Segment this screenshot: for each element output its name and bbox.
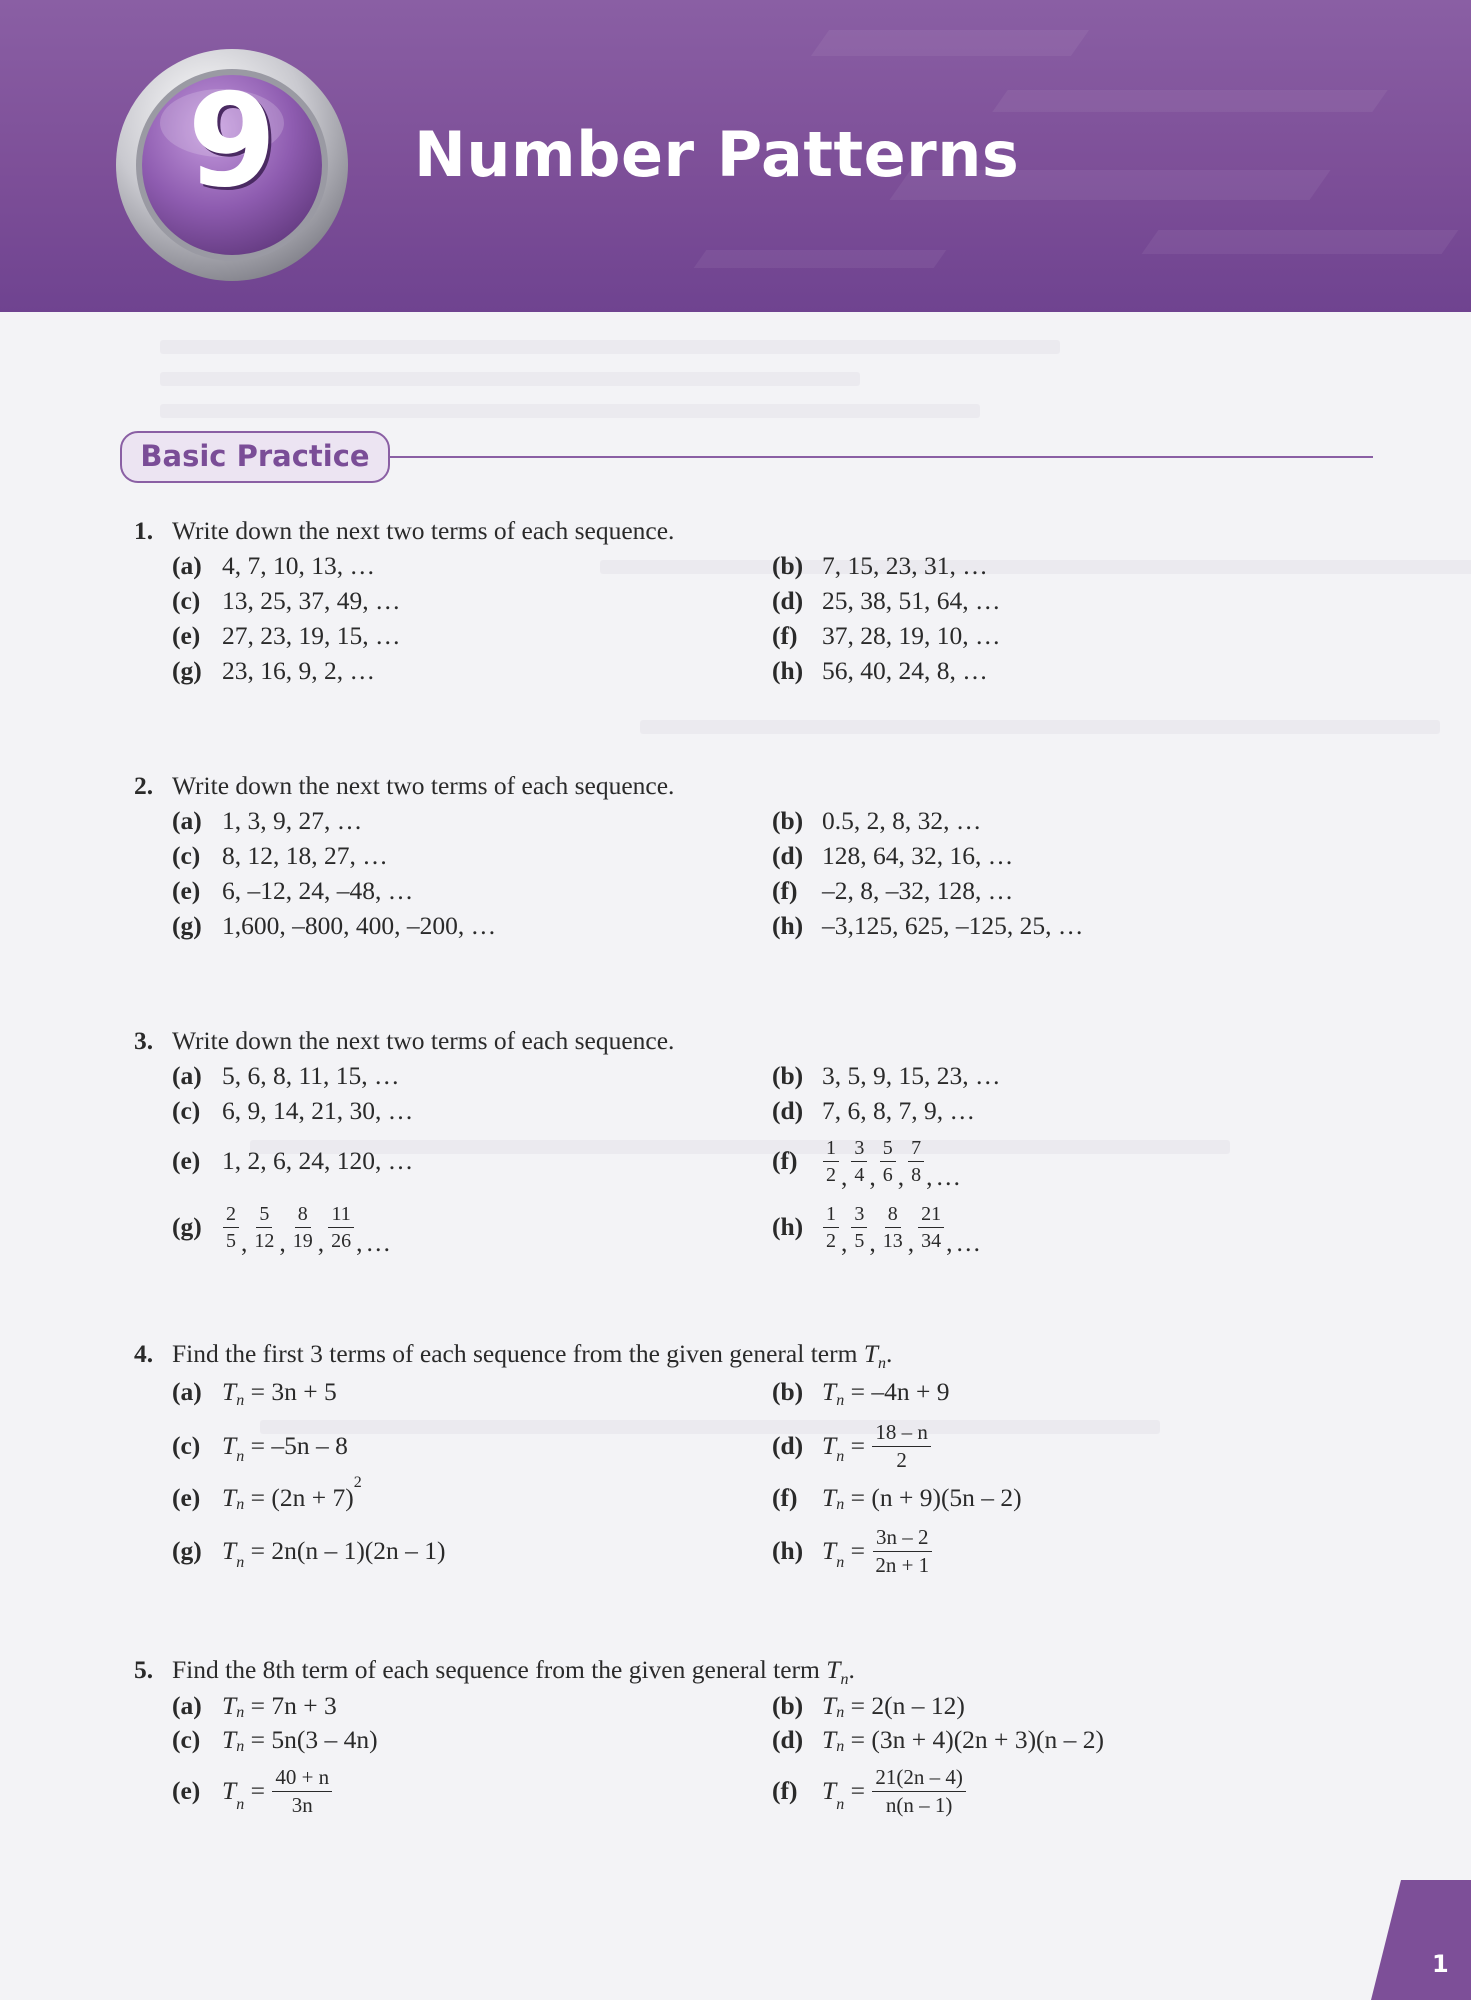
part-c	[172, 586, 401, 616]
fraction	[908, 1138, 924, 1185]
question-text: Write down the next two terms of each sequence.	[172, 771, 675, 800]
part-f	[772, 1474, 1022, 1522]
part-a	[172, 806, 362, 836]
part-b	[772, 1688, 965, 1724]
sequence-tail: …	[955, 1228, 981, 1257]
part-d	[772, 1722, 1104, 1758]
question-number: 2.	[134, 771, 154, 800]
part-f	[772, 1760, 967, 1822]
formula-expression: 7n + 3	[271, 1691, 337, 1720]
equals-sign: =	[244, 1431, 272, 1460]
term-subscript: n	[236, 1496, 245, 1513]
stem-end: .	[886, 1339, 893, 1368]
part-h	[772, 911, 1083, 941]
equals-sign: =	[844, 1536, 872, 1565]
part-label: (d)	[772, 841, 804, 870]
fraction	[872, 1764, 966, 1817]
term-subscript: n	[236, 1704, 245, 1721]
term-variable: T	[222, 1483, 237, 1512]
part-h	[772, 656, 988, 686]
fraction-numerator: 2	[223, 1204, 239, 1228]
question-text: Write down the next two terms of each sequence.	[172, 516, 675, 545]
question-stem	[134, 1026, 674, 1056]
term-variable: T	[822, 1431, 837, 1460]
part-label: (g)	[172, 1212, 202, 1241]
part-label: (c)	[172, 1096, 201, 1125]
part-text: 27, 23, 19, 15, …	[222, 621, 401, 650]
term-subscript: n	[236, 1796, 245, 1813]
part-label: (f)	[772, 876, 798, 905]
part-d	[772, 1096, 975, 1126]
formula-expression: –5n – 8	[271, 1431, 348, 1460]
sequence-tail: …	[935, 1162, 961, 1191]
part-h	[772, 1192, 981, 1262]
fraction	[851, 1138, 867, 1185]
part-label: (e)	[172, 1776, 201, 1805]
fraction-numerator: 8	[885, 1204, 901, 1228]
comma-separator: ,	[356, 1228, 363, 1257]
equals-sign: =	[844, 1691, 872, 1720]
section-title: Basic Practice	[120, 431, 390, 483]
part-a	[172, 1061, 400, 1091]
question-text: Find the 8th term of each sequence from the given general term	[172, 1655, 820, 1684]
formula-expression: (n + 9)(5n – 2)	[871, 1483, 1022, 1512]
fraction-denominator: 13	[882, 1229, 903, 1252]
formula-expression: –4n + 9	[871, 1377, 950, 1406]
term-subscript: n	[836, 1738, 845, 1755]
part-text: 5, 6, 8, 11, 15, …	[222, 1061, 400, 1090]
fraction-denominator: 2	[826, 1229, 836, 1252]
fraction-denominator: 2	[826, 1163, 836, 1186]
question-stem	[134, 1339, 892, 1373]
question-stem	[134, 516, 674, 546]
fraction-denominator: 12	[254, 1229, 275, 1252]
part-a	[172, 1372, 337, 1412]
part-text: 1,600, –800, 400, –200, …	[222, 911, 497, 940]
part-text: 128, 64, 32, 16, …	[822, 841, 1014, 870]
part-a	[172, 551, 375, 581]
term-subscript: n	[236, 1392, 245, 1409]
part-e	[172, 1760, 333, 1822]
equals-sign: =	[844, 1725, 872, 1754]
fraction	[251, 1204, 277, 1251]
term-subscript: n	[236, 1554, 245, 1571]
part-b	[772, 806, 981, 836]
part-b	[772, 551, 988, 581]
fraction-numerator: 1	[823, 1138, 839, 1162]
equals-sign: =	[844, 1776, 872, 1805]
part-h	[772, 1522, 933, 1580]
page-corner-tab	[1371, 1880, 1471, 2000]
term-variable: T	[822, 1536, 837, 1565]
question-number: 4.	[134, 1339, 154, 1368]
chapter-banner	[0, 0, 1471, 312]
part-b	[772, 1372, 949, 1412]
fraction-denominator: 3n	[291, 1792, 313, 1817]
equals-sign: =	[244, 1691, 272, 1720]
part-c	[172, 1418, 348, 1474]
part-d	[772, 586, 1001, 616]
part-text: 37, 28, 19, 10, …	[822, 621, 1001, 650]
fraction-numerator: 3n – 2	[873, 1527, 932, 1552]
fraction-denominator: 5	[854, 1229, 865, 1252]
term-subscript: n	[236, 1448, 245, 1465]
part-label: (e)	[172, 621, 201, 650]
part-label: (d)	[772, 1725, 804, 1754]
part-label: (c)	[172, 1431, 201, 1460]
part-text: 4, 7, 10, 13, …	[222, 551, 375, 580]
fraction	[872, 1419, 931, 1472]
term-variable: T	[822, 1483, 837, 1512]
part-d	[772, 1418, 932, 1474]
term-variable: T	[222, 1431, 237, 1460]
part-label: (a)	[172, 551, 202, 580]
part-label: (e)	[172, 1483, 201, 1512]
term-variable: T	[222, 1776, 237, 1805]
part-d	[772, 841, 1013, 871]
fraction-numerator: 8	[295, 1204, 311, 1228]
question-text: Write down the next two terms of each sequence.	[172, 1026, 675, 1055]
part-label: (c)	[172, 586, 201, 615]
term-subscript: n	[840, 1671, 849, 1689]
fraction-numerator: 1	[823, 1204, 839, 1228]
formula-expression: 2n(n – 1)(2n – 1)	[271, 1536, 446, 1565]
part-text: 1, 3, 9, 27, …	[222, 806, 363, 835]
part-label: (e)	[172, 876, 201, 905]
part-label: (b)	[772, 551, 804, 580]
part-text: 1, 2, 6, 24, 120, …	[222, 1146, 414, 1175]
comma-separator: ,	[869, 1228, 876, 1257]
equals-sign: =	[244, 1483, 272, 1512]
part-label: (d)	[772, 586, 804, 615]
fraction	[872, 1524, 932, 1577]
term-subscript: n	[836, 1392, 845, 1409]
question-stem	[134, 771, 674, 801]
sequence-tail: …	[365, 1228, 391, 1257]
fraction-numerator: 21(2n – 4)	[872, 1767, 966, 1792]
part-text: 6, 9, 14, 21, 30, …	[222, 1096, 414, 1125]
comma-separator: ,	[907, 1228, 915, 1257]
part-label: (d)	[772, 1431, 804, 1460]
fraction	[918, 1204, 944, 1251]
equals-sign: =	[844, 1483, 872, 1512]
part-text: 6, –12, 24, –48, …	[222, 876, 414, 905]
part-e	[172, 1146, 413, 1176]
part-label: (f)	[772, 1483, 798, 1512]
term-variable: T	[222, 1725, 237, 1754]
part-text: 7, 6, 8, 7, 9, …	[822, 1096, 975, 1125]
formula-expression: 2(n – 12)	[871, 1691, 965, 1720]
page-number: 1	[1432, 1950, 1449, 1978]
fraction-numerator: 18 – n	[872, 1422, 931, 1447]
term-variable: T	[826, 1655, 841, 1684]
fraction	[272, 1764, 332, 1817]
part-f	[772, 1126, 961, 1196]
part-f	[772, 876, 1013, 906]
part-label: (f)	[772, 1776, 798, 1805]
term-subscript: n	[836, 1496, 845, 1513]
fraction-numerator: 3	[851, 1204, 867, 1228]
part-text: 23, 16, 9, 2, …	[222, 656, 375, 685]
part-g	[172, 911, 496, 941]
stem-end: .	[848, 1655, 855, 1684]
question-number: 1.	[134, 516, 154, 545]
equals-sign: =	[244, 1725, 272, 1754]
section-divider	[390, 456, 1373, 458]
part-label: (b)	[772, 1691, 804, 1720]
part-text: –3,125, 625, –125, 25, …	[822, 911, 1084, 940]
part-label: (b)	[772, 1377, 804, 1406]
comma-separator: ,	[241, 1228, 248, 1257]
fraction	[823, 1138, 839, 1185]
equals-sign: =	[844, 1377, 872, 1406]
chapter-title: Number Patterns	[414, 118, 1020, 191]
term-subscript: n	[836, 1554, 845, 1571]
equals-sign: =	[844, 1431, 872, 1460]
fraction-numerator: 5	[256, 1204, 272, 1228]
fraction	[328, 1204, 354, 1251]
fraction-denominator: 6	[882, 1163, 893, 1186]
part-label: (h)	[772, 911, 804, 940]
term-subscript: n	[836, 1704, 845, 1721]
formula-expression: (3n + 4)(2n + 3)(n – 2)	[871, 1725, 1105, 1754]
fraction-denominator: 4	[854, 1163, 865, 1186]
term-variable: T	[222, 1691, 237, 1720]
part-c	[172, 1096, 413, 1126]
part-g	[172, 656, 375, 686]
fraction-numerator: 7	[908, 1138, 924, 1162]
part-label: (d)	[772, 1096, 804, 1125]
fraction-denominator: n(n – 1)	[885, 1792, 953, 1817]
term-subscript: n	[836, 1796, 845, 1813]
comma-separator: ,	[926, 1162, 933, 1191]
term-variable: T	[822, 1377, 837, 1406]
comma-separator: ,	[897, 1162, 905, 1191]
part-c	[172, 841, 388, 871]
part-label: (f)	[772, 1146, 798, 1175]
part-e	[172, 1474, 362, 1522]
formula-expression: 5n(3 – 4n)	[271, 1725, 378, 1754]
comma-separator: ,	[946, 1228, 953, 1257]
question-stem	[134, 1655, 855, 1689]
formula-expression: 3n + 5	[271, 1377, 337, 1406]
part-label: (h)	[772, 656, 804, 685]
part-label: (e)	[172, 1146, 201, 1175]
part-label: (a)	[172, 1061, 202, 1090]
part-text: 3, 5, 9, 15, 23, …	[822, 1061, 1001, 1090]
term-variable: T	[822, 1725, 837, 1754]
comma-separator: ,	[841, 1162, 848, 1191]
term-variable: T	[222, 1536, 237, 1565]
fraction-numerator: 3	[851, 1138, 867, 1162]
fraction-numerator: 40 + n	[272, 1767, 332, 1792]
part-label: (g)	[172, 911, 202, 940]
part-text: 8, 12, 18, 27, …	[222, 841, 388, 870]
term-variable: T	[822, 1691, 837, 1720]
part-label: (h)	[772, 1536, 804, 1565]
part-g	[172, 1522, 446, 1580]
fraction-denominator: 2	[896, 1447, 907, 1472]
term-variable: T	[822, 1776, 837, 1805]
comma-separator: ,	[317, 1228, 325, 1257]
part-text: 0.5, 2, 8, 32, …	[822, 806, 982, 835]
fraction	[851, 1204, 867, 1251]
part-label: (a)	[172, 806, 202, 835]
fraction-numerator: 21	[918, 1204, 944, 1228]
part-g	[172, 1192, 391, 1262]
part-label: (b)	[772, 806, 804, 835]
comma-separator: ,	[841, 1228, 848, 1257]
part-label: (c)	[172, 1725, 201, 1754]
part-f	[772, 621, 1001, 651]
fraction-denominator: 19	[292, 1229, 313, 1252]
part-text: –2, 8, –32, 128, …	[822, 876, 1014, 905]
term-variable: T	[222, 1377, 237, 1406]
question-text: Find the first 3 terms of each sequence from the given general term	[172, 1339, 858, 1368]
fraction	[223, 1204, 239, 1251]
fraction-numerator: 11	[328, 1204, 353, 1228]
formula-exponent: 2	[353, 1474, 362, 1491]
fraction-denominator: 2n + 1	[875, 1552, 930, 1577]
part-label: (c)	[172, 841, 201, 870]
term-subscript: n	[878, 1355, 886, 1373]
part-label: (g)	[172, 1536, 202, 1565]
part-text: 7, 15, 23, 31, …	[822, 551, 988, 580]
part-label: (b)	[772, 1061, 804, 1090]
part-label: (a)	[172, 1377, 202, 1406]
fraction	[880, 1138, 896, 1185]
fraction-denominator: 5	[226, 1229, 236, 1252]
fraction-numerator: 5	[880, 1138, 896, 1162]
fraction-denominator: 34	[921, 1229, 942, 1252]
chapter-number: 9	[187, 67, 277, 216]
part-b	[772, 1061, 1001, 1091]
term-variable: T	[863, 1339, 878, 1368]
equals-sign: =	[244, 1536, 272, 1565]
part-text: 56, 40, 24, 8, …	[822, 656, 988, 685]
part-label: (f)	[772, 621, 798, 650]
term-subscript: n	[836, 1448, 845, 1465]
fraction	[880, 1204, 906, 1251]
part-a	[172, 1688, 337, 1724]
equals-sign: =	[244, 1377, 272, 1406]
part-label: (h)	[772, 1212, 804, 1241]
part-label: (a)	[172, 1691, 202, 1720]
part-text: 13, 25, 37, 49, …	[222, 586, 401, 615]
part-e	[172, 621, 401, 651]
fraction-denominator: 8	[911, 1163, 922, 1186]
part-text: 25, 38, 51, 64, …	[822, 586, 1001, 615]
fraction	[290, 1204, 316, 1251]
fraction-denominator: 26	[331, 1229, 352, 1252]
question-number: 3.	[134, 1026, 154, 1055]
fraction	[823, 1204, 839, 1251]
term-subscript: n	[236, 1738, 245, 1755]
formula-expression: (2n + 7)	[271, 1483, 354, 1512]
comma-separator: ,	[279, 1228, 286, 1257]
equals-sign: =	[244, 1776, 272, 1805]
part-e	[172, 876, 413, 906]
part-c	[172, 1722, 378, 1758]
comma-separator: ,	[869, 1162, 876, 1191]
question-number: 5.	[134, 1655, 154, 1684]
part-label: (g)	[172, 656, 202, 685]
